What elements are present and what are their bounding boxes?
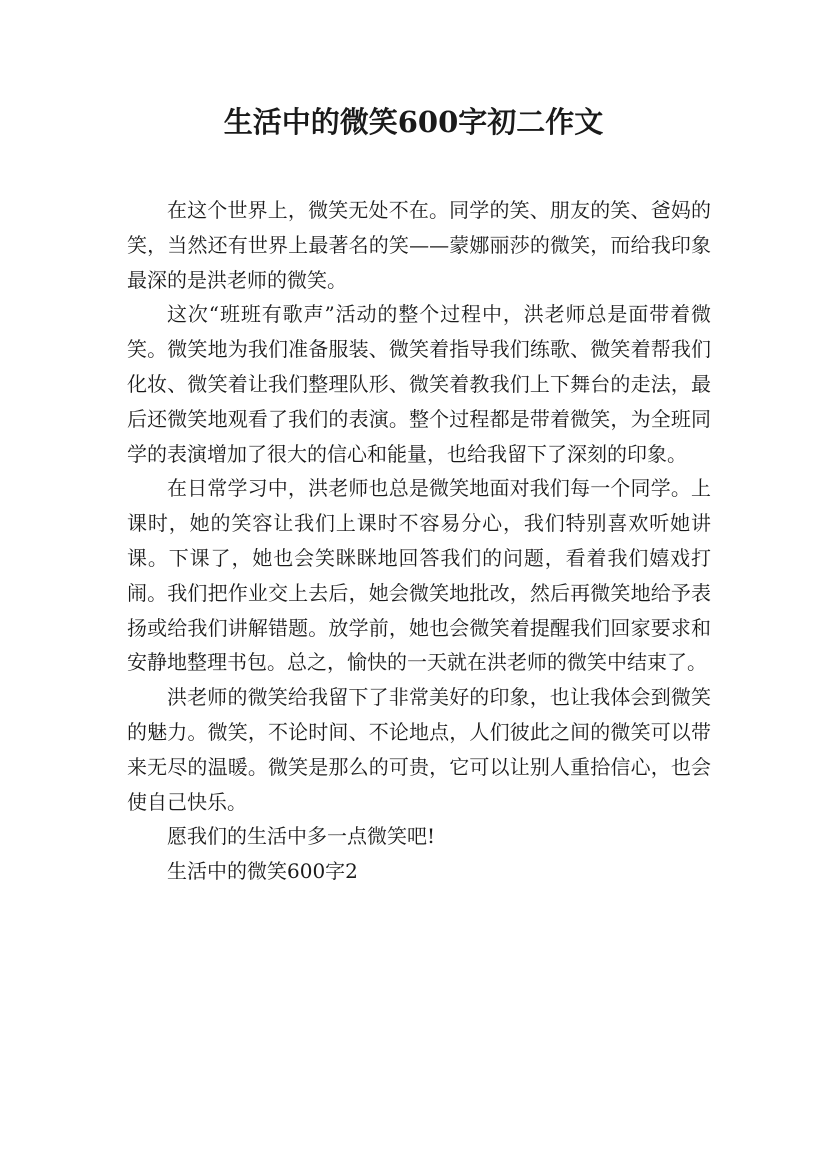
paragraph: 洪老师的微笑给我留下了非常美好的印象，也让我体会到微笑的魅力。微笑，不论时间、不论地点，人们彼此之间的微笑可以带来无尽的温暖。微笑是那么的可贵，它可以让别人重拾信心，也会使自己快乐。 — [127, 685, 711, 814]
paragraph: 这次“班班有歌声”活动的整个过程中，洪老师总是面带着微笑。微笑地为我们准备服装、微笑着指导我们练歌、微笑着帮我们化妆、微笑着让我们整理队形、微笑着教我们上下舞台的走法，最后还微笑地观看了我们的表演。整个过程都是带着微笑，为全班同学的表演增加了很大的信心和能量，也给我留下了深刻的印象。 — [127, 302, 711, 466]
paragraph: 愿我们的生活中多一点微笑吧! — [167, 824, 436, 849]
paragraph: 生活中的微笑600字2 — [167, 859, 358, 884]
document-body — [127, 193, 711, 889]
document-title: 生活中的微笑600字初二作文 — [223, 105, 604, 139]
paragraph: 在日常学习中，洪老师也总是微笑地面对我们每一个同学。上课时，她的笑容让我们上课时不容易分心，我们特别喜欢听她讲课。下课了，她也会笑眯眯地回答我们的问题，看着我们嬉戏打闹。我们把作业交上去后，她会微笑地批改，然后再微笑地给予表扬或给我们讲解错题。放学前，她也会微笑着提醒我们回家要求和安静地整理书包。总之，愉快的一天就在洪老师的微笑中结束了。 — [127, 476, 711, 675]
paragraph: 在这个世界上，微笑无处不在。同学的笑、朋友的笑、爸妈的笑，当然还有世界上最著名的笑——蒙娜丽莎的微笑，而给我印象最深的是洪老师的微笑。 — [127, 198, 711, 292]
